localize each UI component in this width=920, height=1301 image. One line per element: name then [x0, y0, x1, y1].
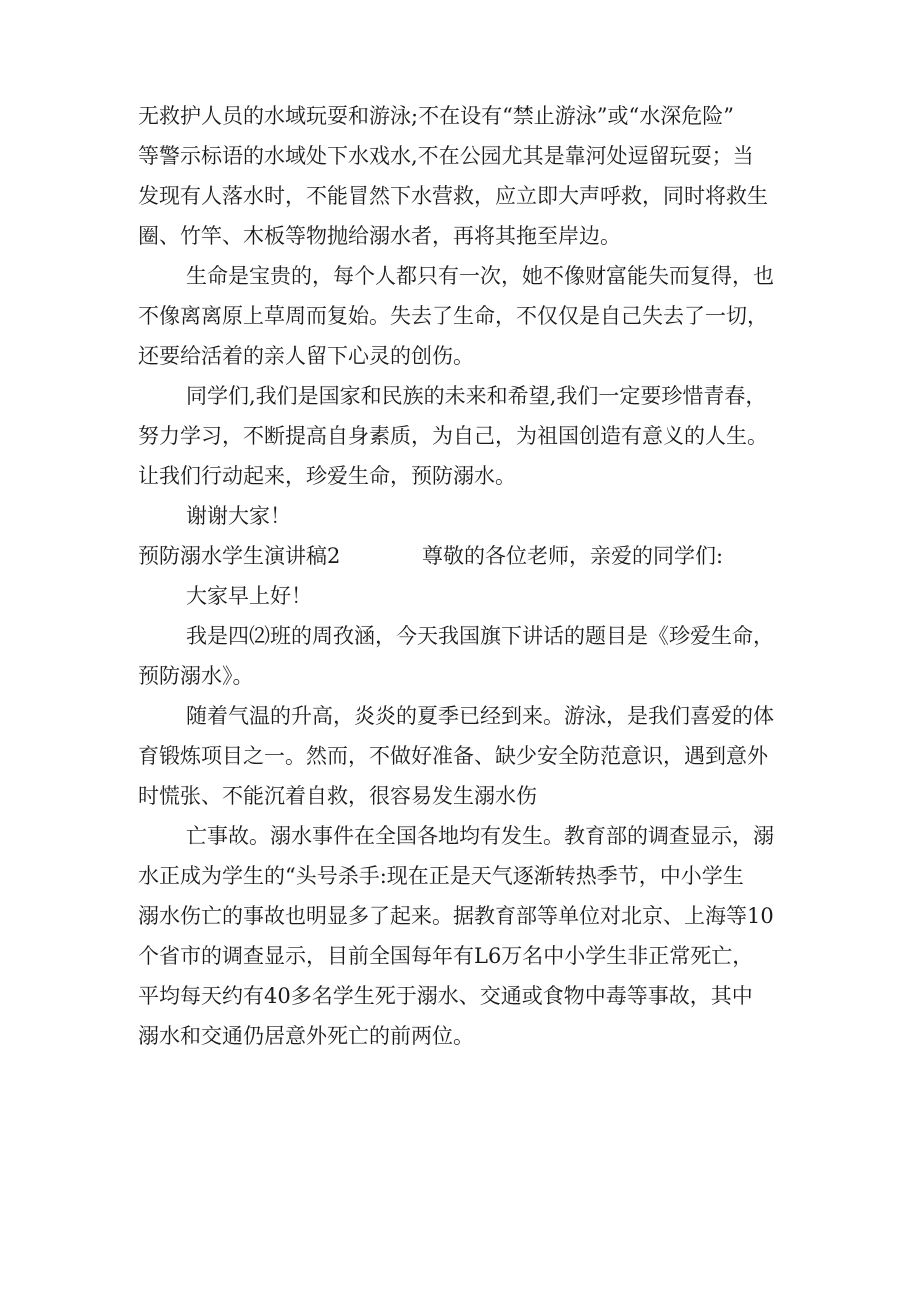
text-line: 努力学习，不断提高自身素质，为自己，为祖国创造有意义的人生。	[138, 424, 768, 448]
text-line: 时慌张、不能沉着自救，很容易发生溺水伤	[138, 784, 537, 808]
text-line: 溺水伤亡的事故也明显多了起来。据教育部等单位对北京、上海等10	[138, 904, 774, 928]
text-line: 不像离离原上草周而复始。失去了生命，不仅仅是自己失去了一切，	[138, 304, 768, 328]
text-line: 让我们行动起来，珍爱生命，预防溺水。	[138, 464, 516, 488]
paragraph-good-morning	[138, 576, 802, 616]
speech-title: 预防溺水学生演讲稿2	[138, 544, 341, 568]
paragraph-statistics	[138, 816, 802, 1056]
section-heading	[138, 536, 802, 576]
text-line: 随着气温的升高，炎炎的夏季已经到来。游泳，是我们喜爱的体	[186, 704, 774, 728]
text-line: 等警示标语的水域处下水戏水,不在公园尤其是靠河处逗留玩耍；当	[138, 144, 754, 168]
paragraph-introduction	[138, 616, 802, 696]
paragraph-life-precious	[138, 256, 802, 376]
document-body	[138, 96, 802, 1056]
text-line: 生命是宝贵的，每个人都只有一次，她不像财富能失而复得，也	[186, 264, 774, 288]
text-line: 平均每天约有40多名学生死于溺水、交通或食物中毒等事故，其中	[138, 984, 753, 1008]
paragraph-classmates	[138, 376, 802, 496]
text-line: 育锻炼项目之一。然而，不做好准备、缺少安全防范意识，遇到意外	[138, 744, 768, 768]
text-line: 水正成为学生的“头号杀手:现在正是天气逐渐转热季节，中小学生	[138, 864, 744, 888]
text-line: 谢谢大家！	[186, 504, 291, 528]
text-line: 还要给活着的亲人留下心灵的创伤。	[138, 344, 474, 368]
text-line: 我是四⑵班的周孜涵，今天我国旗下讲话的题目是《珍爱生命，	[186, 624, 774, 648]
text-line: 圈、竹竿、木板等物抛给溺水者，再将其拖至岸边。	[138, 224, 621, 248]
text-line: 无救护人员的水域玩耍和游泳;不在设有“禁止游泳”或“水深危险”	[138, 104, 735, 128]
text-line: 预防溺水》。	[138, 664, 254, 688]
text-line: 个省市的调查显示，目前全国每年有L6万名中小学生非正常死亡，	[138, 944, 754, 968]
paragraph-safety-rules	[138, 96, 802, 256]
paragraph-summer	[138, 696, 802, 816]
speech-greeting: 尊敬的各位老师，亲爱的同学们:	[422, 544, 724, 568]
text-line: 溺水和交通仍居意外死亡的前两位。	[138, 1024, 474, 1048]
text-line: 亡事故。溺水事件在全国各地均有发生。教育部的调查显示，溺	[186, 824, 774, 848]
text-line: 同学们,我们是国家和民族的未来和希望,我们一定要珍惜青春，	[186, 384, 767, 408]
text-line: 发现有人落水时，不能冒然下水营救，应立即大声呼救，同时将救生	[138, 184, 768, 208]
text-line: 大家早上好！	[186, 584, 312, 608]
paragraph-thanks	[138, 496, 802, 536]
